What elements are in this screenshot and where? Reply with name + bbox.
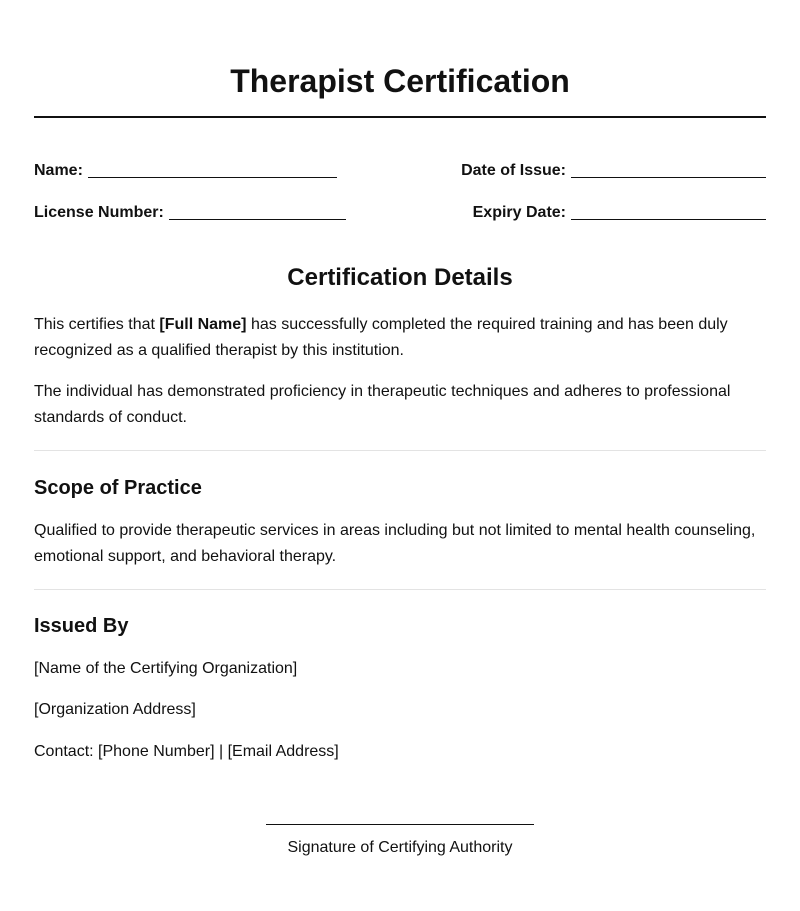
expiry-date-blank-line <box>571 203 766 220</box>
statement-prefix: This certifies that <box>34 316 160 333</box>
title-divider <box>34 116 766 118</box>
document-title: Therapist Certification <box>230 63 570 99</box>
signature-label: Signature of Certifying Authority <box>287 839 513 856</box>
license-number-label: License Number: <box>34 204 164 221</box>
expiry-date-field <box>473 200 766 223</box>
certificate-page <box>34 0 766 911</box>
certification-details-heading: Certification Details <box>287 264 513 291</box>
date-of-issue-blank-line <box>571 161 766 178</box>
name-label: Name: <box>34 162 83 179</box>
section-divider <box>34 450 766 451</box>
name-blank-line <box>88 161 337 178</box>
full-name-placeholder: [Full Name] <box>159 316 247 333</box>
date-of-issue-label: Date of Issue: <box>461 162 566 179</box>
license-number-field <box>34 200 346 223</box>
name-field <box>34 158 337 181</box>
section-divider <box>34 589 766 590</box>
scope-of-practice-text: Qualified to provide therapeutic services in areas including but not limited to mental health counseling, emotional support, and behavioral therapy. <box>34 522 756 565</box>
proficiency-statement: The individual has demonstrated proficiency in therapeutic techniques and adheres to professional standards of conduct. <box>34 383 731 426</box>
expiry-date-label: Expiry Date: <box>472 204 566 221</box>
signature-line <box>266 824 534 825</box>
statement-suffix: has successfully completed the required training and has been duly recognized as a qualified therapist by this institution. <box>34 316 728 359</box>
organization-name: [Name of the Certifying Organization] <box>34 660 298 677</box>
organization-contact: Contact: [Phone Number] | [Email Address] <box>34 743 339 760</box>
issued-by-heading: Issued By <box>34 615 129 637</box>
license-number-blank-line <box>169 203 346 220</box>
certification-statement <box>34 312 766 364</box>
scope-of-practice-heading: Scope of Practice <box>34 477 202 499</box>
organization-address: [Organization Address] <box>34 701 196 718</box>
date-of-issue-field <box>461 158 766 181</box>
